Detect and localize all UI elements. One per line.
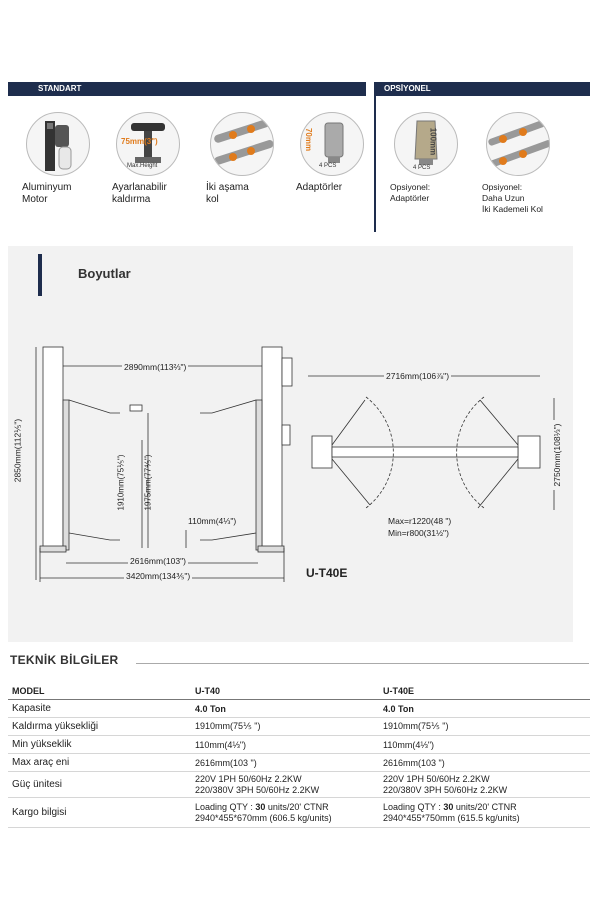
spec-value-model1: 110mm(4⅓")	[191, 736, 379, 754]
front-min-height-label: 110mm(4⅓")	[188, 516, 237, 526]
spec-label: Kapasite	[8, 700, 191, 718]
spec-line-1: 220V 1PH 50/60Hz 2.2KW	[195, 773, 302, 784]
spec-line-2: 2940*455*670mm (606.5 kg/units)	[195, 812, 332, 823]
feature-label-line1: Aluminyum	[22, 182, 72, 193]
specs-title-rule	[136, 663, 589, 664]
top-width-label: 2716mm(106⅞")	[386, 371, 450, 381]
qty-prefix: Loading QTY :	[195, 801, 256, 812]
dimensions-model-label: U-T40E	[306, 566, 348, 580]
specs-row	[8, 798, 590, 828]
feature-label-line3: İki Kademeli Kol	[482, 204, 543, 214]
feature-label-line1: İki aşama	[206, 182, 249, 193]
qty-number: 30	[255, 801, 266, 812]
spec-value-model2: 110mm(4⅓")	[379, 736, 590, 754]
feature-label-line2: kaldırma	[112, 194, 151, 205]
optional-tag: OPSİYONEL	[376, 82, 590, 96]
spec-line-1: 220V 1PH 50/60Hz 2.2KW	[383, 773, 490, 784]
spec-value-model1: 1910mm(75⅕ ")	[191, 718, 379, 736]
spec-line-2: 2940*455*750mm (615.5 kg/units)	[383, 812, 520, 823]
qty-prefix: Loading QTY :	[383, 801, 444, 812]
front-lift-height2-label: 1975mm(77⅘")	[143, 454, 153, 511]
specs-row	[8, 754, 590, 772]
top-depth-label: 2750mm(108⅓")	[552, 420, 562, 490]
spec-value-model1	[191, 798, 379, 828]
lift-badge: 75mm(3")	[121, 137, 158, 146]
opt-adapter-sub: 4 PCS	[413, 165, 431, 171]
spec-value-model2	[379, 798, 590, 828]
spec-label: Güç ünitesi	[8, 772, 191, 798]
feature-label-line1: Opsiyonel:	[482, 182, 523, 192]
spec-value-model1	[191, 772, 379, 798]
spec-value-model2: 4.0 Ton	[379, 700, 590, 718]
top-min-radius-label: Min=r800(31½")	[388, 528, 449, 538]
feature-label-line2: Adaptörler	[390, 193, 430, 203]
feature-label-line1: Adaptörler	[296, 182, 343, 193]
top-max-radius-label: Max=r1220(48 ")	[388, 516, 452, 526]
specs-header-label: MODEL	[8, 683, 191, 700]
front-inner-width-label: 2616mm(103")	[130, 556, 186, 566]
opt-adapter-badge: 100mm	[428, 127, 438, 156]
spec-line-1	[383, 802, 586, 813]
feature-label-line2: Daha Uzun	[482, 193, 525, 203]
front-lift-height-label: 1910mm(75⅕")	[116, 454, 126, 511]
spec-value-model1: 4.0 Ton	[191, 700, 379, 718]
specs-row	[8, 736, 590, 754]
spec-label: Max araç eni	[8, 754, 191, 772]
spec-value-model1: 2616mm(103 ")	[191, 754, 379, 772]
front-width-top-label: 2890mm(113⅔")	[124, 362, 187, 372]
lift-sub: Max.Height	[127, 163, 158, 169]
specs-title: TEKNİK BİLGİLER	[10, 653, 119, 667]
feature-label-line2: Motor	[22, 194, 48, 205]
specs-header-model2: U-T40E	[379, 683, 590, 700]
specs-header-row	[8, 683, 590, 700]
specs-row	[8, 718, 590, 736]
specs-header-model1: U-T40	[191, 683, 379, 700]
specs-row	[8, 700, 590, 718]
spec-label: Min yükseklik	[8, 736, 191, 754]
spec-label: Kargo bilgisi	[8, 798, 191, 828]
spec-value-model2	[379, 772, 590, 798]
spec-line-1	[195, 802, 375, 813]
feature-label-line1: Ayarlanabilir	[112, 182, 167, 193]
spec-label: Kaldırma yüksekliği	[8, 718, 191, 736]
qty-suffix: units/20' CTNR	[453, 801, 517, 812]
specs-table	[8, 683, 590, 828]
qty-suffix: units/20' CTNR	[265, 801, 329, 812]
adapter-sub: 4 PCS	[319, 163, 337, 169]
spec-value-model2: 1910mm(75⅕ ")	[379, 718, 590, 736]
front-overall-width-label: 3420mm(134⅗")	[126, 571, 191, 581]
feature-label-line2: kol	[206, 194, 219, 205]
adapter-badge: 70mm	[304, 127, 314, 152]
front-height-total-label: 2850mm(112⅕")	[13, 401, 24, 501]
spec-line-2: 220/380V 3PH 50/60Hz 2.2KW	[195, 784, 320, 795]
specs-row	[8, 772, 590, 798]
feature-label-line1: Opsiyonel:	[390, 182, 431, 192]
standard-tag: STANDART	[8, 82, 366, 96]
spec-value-model2: 2616mm(103 ")	[379, 754, 590, 772]
dimensions-title: Boyutlar	[78, 266, 131, 281]
spec-line-2: 220/380V 3PH 50/60Hz 2.2KW	[383, 784, 508, 795]
qty-number: 30	[443, 801, 454, 812]
